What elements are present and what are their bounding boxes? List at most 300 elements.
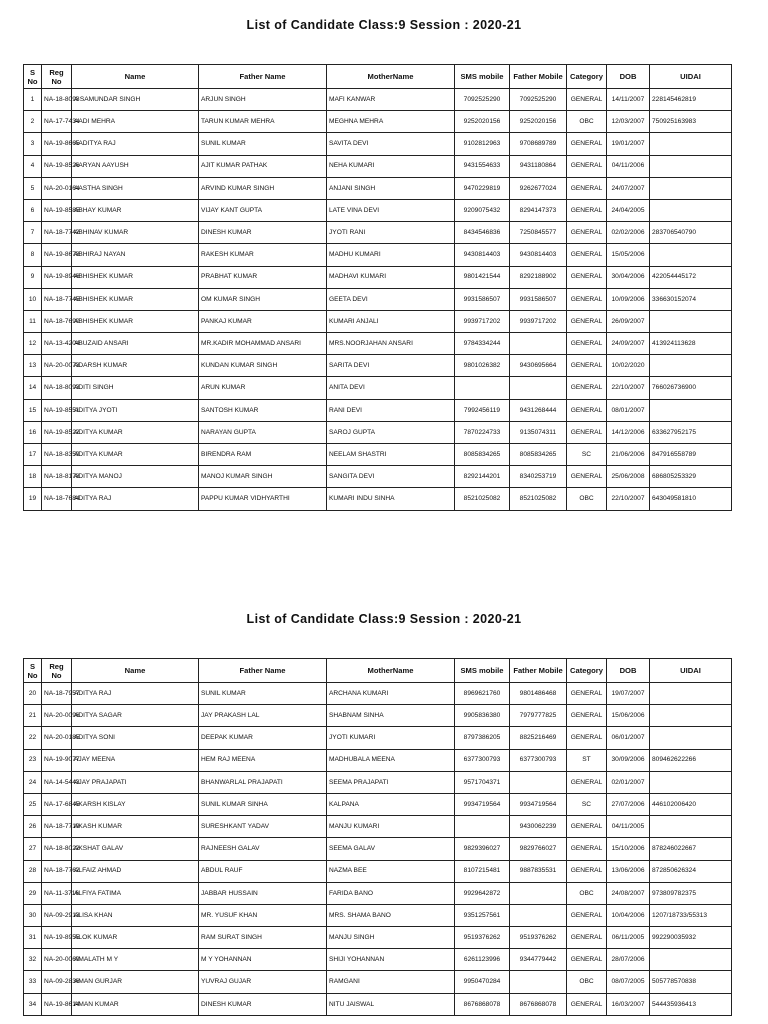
table-row	[24, 111, 732, 133]
cell-sno: 26	[24, 816, 42, 838]
cell-dob: 22/10/2007	[607, 488, 650, 510]
table-body	[24, 683, 732, 1016]
cell-reg-no: NA-18-7762	[42, 860, 72, 882]
cell-uidai	[650, 771, 732, 793]
table-row	[24, 222, 732, 244]
cell-sms-mobile: 6261123996	[455, 949, 510, 971]
cell-uidai: 878246022667	[650, 838, 732, 860]
cell-dob: 28/07/2006	[607, 949, 650, 971]
cell-category: GENERAL	[567, 222, 607, 244]
cell-mother-name: ANITA DEVI	[327, 377, 455, 399]
cell-sms-mobile: 9351257561	[455, 904, 510, 926]
cell-father-mobile: 9939717202	[510, 310, 567, 332]
cell-name: ABHINAV KUMAR	[72, 222, 199, 244]
cell-sms-mobile: 9431554633	[455, 155, 510, 177]
cell-name: AADI MEHRA	[72, 111, 199, 133]
cell-mother-name: LATE VINA DEVI	[327, 199, 455, 221]
cell-uidai	[650, 399, 732, 421]
cell-category: GENERAL	[567, 355, 607, 377]
cell-sno: 29	[24, 882, 42, 904]
column-header-mother-name: MotherName	[327, 65, 455, 89]
cell-father-name: JABBAR HUSSAIN	[199, 882, 327, 904]
table-row	[24, 949, 732, 971]
cell-father-mobile: 9344779442	[510, 949, 567, 971]
cell-father-mobile	[510, 333, 567, 355]
cell-dob: 10/04/2006	[607, 904, 650, 926]
cell-uidai: 413924113628	[650, 333, 732, 355]
cell-name: ADITYA RAJ	[72, 683, 199, 705]
cell-category: GENERAL	[567, 333, 607, 355]
cell-name: AASTHA SINGH	[72, 177, 199, 199]
column-header-reg-no: Reg No	[42, 65, 72, 89]
cell-sms-mobile: 6377300793	[455, 749, 510, 771]
cell-name: AMAN GURJAR	[72, 971, 199, 993]
cell-father-name: KUNDAN KUMAR SINGH	[199, 355, 327, 377]
cell-uidai	[650, 816, 732, 838]
column-header-reg-no: Reg No	[42, 659, 72, 683]
cell-category: GENERAL	[567, 816, 607, 838]
cell-uidai	[650, 155, 732, 177]
cell-mother-name: KUMARI ANJALI	[327, 310, 455, 332]
cell-sno: 18	[24, 466, 42, 488]
cell-reg-no: NA-20-0164	[42, 177, 72, 199]
cell-sms-mobile: 9519376262	[455, 927, 510, 949]
cell-category: GENERAL	[567, 727, 607, 749]
cell-name: ADITI SINGH	[72, 377, 199, 399]
cell-reg-no: NA-17-6845	[42, 793, 72, 815]
column-header-sms-mobile: SMS mobile	[455, 659, 510, 683]
cell-dob: 27/07/2006	[607, 793, 650, 815]
cell-dob: 24/07/2007	[607, 177, 650, 199]
cell-sno: 22	[24, 727, 42, 749]
cell-sno: 15	[24, 399, 42, 421]
cell-sms-mobile: 9801026382	[455, 355, 510, 377]
cell-name: ABHISHEK KUMAR	[72, 288, 199, 310]
cell-dob: 22/10/2007	[607, 377, 650, 399]
column-header-uidai: UIDAI	[650, 659, 732, 683]
cell-father-mobile: 9931586507	[510, 288, 567, 310]
cell-father-name: MANOJ KUMAR SINGH	[199, 466, 327, 488]
cell-reg-no: NA-18-7957	[42, 683, 72, 705]
table-row	[24, 793, 732, 815]
cell-mother-name: MADHAVI KUMARI	[327, 266, 455, 288]
cell-sms-mobile: 8434546836	[455, 222, 510, 244]
column-header-dob: DOB	[607, 659, 650, 683]
table-row	[24, 133, 732, 155]
table-row	[24, 727, 732, 749]
cell-dob: 08/07/2005	[607, 971, 650, 993]
cell-sms-mobile: 9571704371	[455, 771, 510, 793]
cell-father-mobile: 9430695664	[510, 355, 567, 377]
cell-sms-mobile: 8085834265	[455, 444, 510, 466]
cell-uidai: 766026736900	[650, 377, 732, 399]
cell-father-name: OM KUMAR SINGH	[199, 288, 327, 310]
cell-uidai	[650, 727, 732, 749]
cell-father-name: YUVRAJ GUJAR	[199, 971, 327, 993]
cell-category: GENERAL	[567, 199, 607, 221]
cell-name: AMAN KUMAR	[72, 993, 199, 1015]
cell-uidai: 992290035932	[650, 927, 732, 949]
cell-dob: 19/01/2007	[607, 133, 650, 155]
cell-sno: 24	[24, 771, 42, 793]
table-row	[24, 244, 732, 266]
cell-mother-name: MANJU SINGH	[327, 927, 455, 949]
cell-father-name: DINESH KUMAR	[199, 222, 327, 244]
cell-sno: 20	[24, 683, 42, 705]
cell-father-name: RAM SURAT SINGH	[199, 927, 327, 949]
cell-dob: 10/09/2006	[607, 288, 650, 310]
cell-father-name: MR. YUSUF KHAN	[199, 904, 327, 926]
cell-reg-no: NA-19-8946	[42, 266, 72, 288]
table-header-row	[24, 65, 732, 89]
cell-reg-no: NA-18-7745	[42, 288, 72, 310]
column-header-sno: S No	[24, 65, 42, 89]
cell-name: ALFAIZ AHMAD	[72, 860, 199, 882]
cell-mother-name: SEEMA PRAJAPATI	[327, 771, 455, 793]
cell-category: GENERAL	[567, 421, 607, 443]
cell-uidai: 750925163983	[650, 111, 732, 133]
cell-father-mobile: 8294147373	[510, 199, 567, 221]
cell-dob: 02/01/2007	[607, 771, 650, 793]
cell-uidai: 544435936413	[650, 993, 732, 1015]
cell-reg-no: NA-19-8526	[42, 155, 72, 177]
cell-name: ADITYA KUMAR	[72, 421, 199, 443]
cell-reg-no: NA-11-3716	[42, 882, 72, 904]
cell-reg-no: NA-14-5443	[42, 771, 72, 793]
cell-sno: 9	[24, 266, 42, 288]
cell-category: GENERAL	[567, 949, 607, 971]
cell-mother-name: NEELAM SHASTRI	[327, 444, 455, 466]
table-row	[24, 310, 732, 332]
column-header-dob: DOB	[607, 65, 650, 89]
cell-mother-name: MADHU KUMARI	[327, 244, 455, 266]
cell-mother-name: SHABNAM SINHA	[327, 705, 455, 727]
cell-father-name: SUNIL KUMAR	[199, 683, 327, 705]
cell-sms-mobile: 8107215481	[455, 860, 510, 882]
column-header-father-name: Father Name	[199, 65, 327, 89]
cell-uidai: 872850626324	[650, 860, 732, 882]
cell-sms-mobile: 9430814403	[455, 244, 510, 266]
table-row	[24, 882, 732, 904]
cell-reg-no: NA-20-0185	[42, 727, 72, 749]
cell-sno: 13	[24, 355, 42, 377]
cell-father-mobile	[510, 377, 567, 399]
cell-name: ADITYA MANOJ	[72, 466, 199, 488]
cell-dob: 13/06/2006	[607, 860, 650, 882]
cell-mother-name: JYOTI KUMARI	[327, 727, 455, 749]
cell-sms-mobile: 8969621760	[455, 683, 510, 705]
cell-uidai	[650, 683, 732, 705]
table-row	[24, 155, 732, 177]
cell-father-name: ABDUL RAUF	[199, 860, 327, 882]
cell-name: ABHAY KUMAR	[72, 199, 199, 221]
cell-name: ABHIRAJ NAYAN	[72, 244, 199, 266]
column-header-father-mobile: Father Mobile	[510, 65, 567, 89]
cell-category: GENERAL	[567, 177, 607, 199]
cell-sms-mobile: 8292144201	[455, 466, 510, 488]
cell-mother-name: MRS.NOORJAHAN ANSARI	[327, 333, 455, 355]
cell-uidai: 686805253329	[650, 466, 732, 488]
cell-mother-name: MAFI KANWAR	[327, 89, 455, 111]
cell-father-mobile: 8340253719	[510, 466, 567, 488]
cell-reg-no: NA-19-9077	[42, 749, 72, 771]
cell-category: GENERAL	[567, 771, 607, 793]
table-header-row	[24, 659, 732, 683]
cell-category: GENERAL	[567, 155, 607, 177]
table-row	[24, 377, 732, 399]
cell-uidai: 809462622266	[650, 749, 732, 771]
cell-dob: 04/11/2005	[607, 816, 650, 838]
column-header-father-name: Father Name	[199, 659, 327, 683]
cell-sno: 6	[24, 199, 42, 221]
cell-sms-mobile: 9905836380	[455, 705, 510, 727]
cell-reg-no: NA-09-2913	[42, 904, 72, 926]
cell-name: ADITYA RAJ	[72, 488, 199, 510]
cell-reg-no: NA-19-8614	[42, 993, 72, 1015]
cell-uidai	[650, 199, 732, 221]
cell-reg-no: NA-18-7684	[42, 488, 72, 510]
cell-reg-no: NA-18-7690	[42, 310, 72, 332]
cell-uidai: 336630152074	[650, 288, 732, 310]
cell-father-name: NARAYAN GUPTA	[199, 421, 327, 443]
cell-name: AMALATH M Y	[72, 949, 199, 971]
cell-mother-name: SEEMA GALAV	[327, 838, 455, 860]
cell-category: OBC	[567, 971, 607, 993]
cell-category: GENERAL	[567, 927, 607, 949]
cell-dob: 15/05/2006	[607, 244, 650, 266]
cell-mother-name: RAMGANI	[327, 971, 455, 993]
cell-father-mobile: 9135074311	[510, 421, 567, 443]
cell-mother-name: JYOTI RANI	[327, 222, 455, 244]
cell-sno: 17	[24, 444, 42, 466]
cell-dob: 26/09/2007	[607, 310, 650, 332]
cell-sno: 30	[24, 904, 42, 926]
cell-sms-mobile: 9929642872	[455, 882, 510, 904]
cell-sno: 33	[24, 971, 42, 993]
table-row	[24, 771, 732, 793]
cell-reg-no: NA-20-0069	[42, 949, 72, 971]
cell-father-mobile: 9430814403	[510, 244, 567, 266]
cell-mother-name: RANI DEVI	[327, 399, 455, 421]
cell-reg-no: NA-19-8678	[42, 244, 72, 266]
column-header-sno: S No	[24, 659, 42, 683]
cell-category: GENERAL	[567, 377, 607, 399]
cell-father-name: SUNIL KUMAR	[199, 133, 327, 155]
cell-father-mobile	[510, 904, 567, 926]
cell-father-mobile: 7250845577	[510, 222, 567, 244]
cell-mother-name: ANJANI SINGH	[327, 177, 455, 199]
cell-reg-no: NA-18-8093	[42, 377, 72, 399]
cell-father-name: BHANWARLAL PRAJAPATI	[199, 771, 327, 793]
cell-father-mobile: 7979777825	[510, 705, 567, 727]
cell-name: AKASH KUMAR	[72, 816, 199, 838]
candidate-table	[23, 64, 732, 511]
cell-dob: 19/07/2007	[607, 683, 650, 705]
cell-sno: 23	[24, 749, 42, 771]
cell-father-mobile	[510, 971, 567, 993]
cell-sno: 31	[24, 927, 42, 949]
cell-sno: 14	[24, 377, 42, 399]
column-header-name: Name	[72, 659, 199, 683]
cell-mother-name: NITU JAISWAL	[327, 993, 455, 1015]
cell-sms-mobile: 7092525290	[455, 89, 510, 111]
cell-category: GENERAL	[567, 838, 607, 860]
cell-sms-mobile: 9209075432	[455, 199, 510, 221]
cell-category: GENERAL	[567, 993, 607, 1015]
cell-name: ALFIYA FATIMA	[72, 882, 199, 904]
cell-name: ABHISHEK KUMAR	[72, 310, 199, 332]
cell-category: GENERAL	[567, 466, 607, 488]
cell-father-name: ARUN KUMAR	[199, 377, 327, 399]
cell-father-name: PAPPU KUMAR VIDHYARTHI	[199, 488, 327, 510]
cell-category: GENERAL	[567, 310, 607, 332]
cell-father-name: ARJUN SINGH	[199, 89, 327, 111]
cell-uidai	[650, 310, 732, 332]
cell-mother-name: ARCHANA KUMARI	[327, 683, 455, 705]
table-row	[24, 199, 732, 221]
cell-name: ADITYA SAGAR	[72, 705, 199, 727]
cell-name: ADITYA SONI	[72, 727, 199, 749]
cell-sno: 3	[24, 133, 42, 155]
table-row	[24, 266, 732, 288]
cell-category: GENERAL	[567, 904, 607, 926]
cell-father-mobile: 9708689789	[510, 133, 567, 155]
cell-father-name: SANTOSH KUMAR	[199, 399, 327, 421]
table-row	[24, 971, 732, 993]
cell-sms-mobile	[455, 377, 510, 399]
cell-uidai: 633627952175	[650, 421, 732, 443]
table-row	[24, 816, 732, 838]
cell-father-name: DINESH KUMAR	[199, 993, 327, 1015]
cell-category: ST	[567, 749, 607, 771]
cell-reg-no: NA-20-0073	[42, 355, 72, 377]
cell-dob: 15/10/2006	[607, 838, 650, 860]
cell-dob: 30/09/2006	[607, 749, 650, 771]
column-header-mother-name: MotherName	[327, 659, 455, 683]
cell-category: OBC	[567, 882, 607, 904]
cell-sms-mobile: 8676868078	[455, 993, 510, 1015]
cell-mother-name: SAVITA DEVI	[327, 133, 455, 155]
cell-category: GENERAL	[567, 683, 607, 705]
cell-mother-name: MANJU KUMARI	[327, 816, 455, 838]
cell-dob: 08/01/2007	[607, 399, 650, 421]
cell-name: AARYAN AAYUSH	[72, 155, 199, 177]
column-header-category: Category	[567, 659, 607, 683]
cell-mother-name: SHIJI YOHANNAN	[327, 949, 455, 971]
cell-mother-name: GEETA DEVI	[327, 288, 455, 310]
cell-name: ADITYA KUMAR	[72, 444, 199, 466]
cell-father-mobile: 9829766027	[510, 838, 567, 860]
cell-father-name: RAJNEESH GALAV	[199, 838, 327, 860]
candidate-table	[23, 658, 732, 1016]
cell-name: AADITYA RAJ	[72, 133, 199, 155]
cell-sms-mobile: 7870224733	[455, 421, 510, 443]
cell-name: AKARSH KISLAY	[72, 793, 199, 815]
cell-category: GENERAL	[567, 244, 607, 266]
cell-mother-name: MRS. SHAMA BANO	[327, 904, 455, 926]
cell-reg-no: NA-19-8955	[42, 927, 72, 949]
cell-uidai: 446102006420	[650, 793, 732, 815]
cell-father-mobile: 9801486468	[510, 683, 567, 705]
table-row	[24, 333, 732, 355]
cell-sms-mobile: 9934719564	[455, 793, 510, 815]
cell-sms-mobile: 9102812963	[455, 133, 510, 155]
cell-sms-mobile: 9950470284	[455, 971, 510, 993]
column-header-sms-mobile: SMS mobile	[455, 65, 510, 89]
cell-uidai	[650, 244, 732, 266]
cell-father-mobile: 7092525290	[510, 89, 567, 111]
cell-father-mobile	[510, 882, 567, 904]
cell-name: AJAY MEENA	[72, 749, 199, 771]
cell-father-mobile: 9431268444	[510, 399, 567, 421]
table-row	[24, 444, 732, 466]
cell-father-mobile: 8292188902	[510, 266, 567, 288]
cell-mother-name: FARIDA BANO	[327, 882, 455, 904]
cell-category: GENERAL	[567, 705, 607, 727]
cell-uidai	[650, 705, 732, 727]
cell-sms-mobile: 9931586507	[455, 288, 510, 310]
table-row	[24, 705, 732, 727]
cell-category: GENERAL	[567, 133, 607, 155]
cell-sms-mobile: 9829396027	[455, 838, 510, 860]
table-row	[24, 466, 732, 488]
cell-sno: 11	[24, 310, 42, 332]
cell-uidai: 505778570838	[650, 971, 732, 993]
cell-dob: 12/03/2007	[607, 111, 650, 133]
cell-mother-name: NEHA KUMARI	[327, 155, 455, 177]
cell-name: ABHISHEK KUMAR	[72, 266, 199, 288]
cell-father-mobile: 8825216469	[510, 727, 567, 749]
cell-father-mobile: 9887835531	[510, 860, 567, 882]
table-row	[24, 288, 732, 310]
cell-uidai	[650, 355, 732, 377]
cell-father-name: BIRENDRA RAM	[199, 444, 327, 466]
cell-sno: 12	[24, 333, 42, 355]
cell-sno: 28	[24, 860, 42, 882]
cell-sms-mobile: 9784334244	[455, 333, 510, 355]
cell-sno: 21	[24, 705, 42, 727]
cell-father-mobile	[510, 771, 567, 793]
cell-father-name: SUNIL KUMAR SINHA	[199, 793, 327, 815]
cell-reg-no: NA-18-7742	[42, 222, 72, 244]
table-row	[24, 904, 732, 926]
table-body	[24, 89, 732, 511]
cell-dob: 16/03/2007	[607, 993, 650, 1015]
cell-father-name: HEM RAJ MEENA	[199, 749, 327, 771]
cell-reg-no: NA-13-4204	[42, 333, 72, 355]
cell-father-mobile: 8085834265	[510, 444, 567, 466]
cell-mother-name: SAROJ GUPTA	[327, 421, 455, 443]
table-row	[24, 927, 732, 949]
cell-category: GENERAL	[567, 288, 607, 310]
cell-father-name: DEEPAK KUMAR	[199, 727, 327, 749]
cell-dob: 24/04/2005	[607, 199, 650, 221]
table-row	[24, 838, 732, 860]
cell-name: AJAY PRAJAPATI	[72, 771, 199, 793]
cell-reg-no: NA-20-0096	[42, 705, 72, 727]
cell-uidai	[650, 177, 732, 199]
cell-father-mobile: 9430062239	[510, 816, 567, 838]
cell-sms-mobile	[455, 816, 510, 838]
cell-sno: 34	[24, 993, 42, 1015]
cell-sno: 7	[24, 222, 42, 244]
table-row	[24, 683, 732, 705]
page-title: List of Candidate Class:9 Session : 2020-21	[246, 18, 522, 32]
cell-sno: 1	[24, 89, 42, 111]
cell-dob: 10/02/2020	[607, 355, 650, 377]
cell-father-name: PANKAJ KUMAR	[199, 310, 327, 332]
cell-father-name: MR.KADIR MOHAMMAD ANSARI	[199, 333, 327, 355]
